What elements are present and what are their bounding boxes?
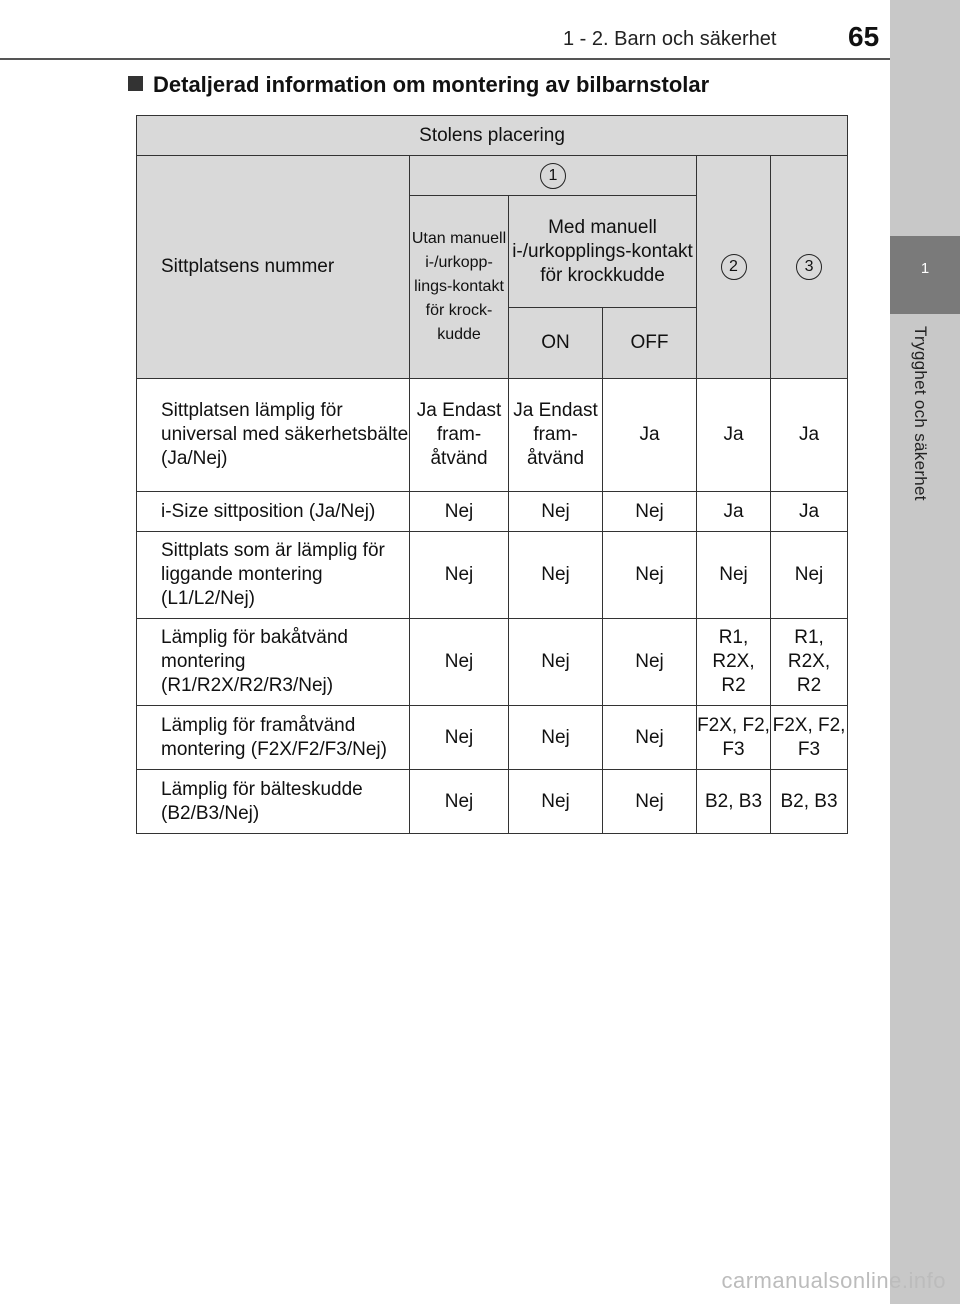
seat-3-badge: 3 (796, 254, 822, 280)
table-cell: Ja (697, 492, 771, 532)
section-heading (128, 72, 709, 98)
table-cell: B2, B3 (771, 770, 848, 834)
table-row (137, 706, 848, 770)
table-cell: Nej (410, 706, 509, 770)
watermark: carmanualsonline.info (721, 1268, 946, 1293)
table-cell: Nej (410, 619, 509, 706)
table-cell: Nej (603, 770, 697, 834)
side-strip (890, 0, 960, 1304)
table-cell: Nej (509, 532, 603, 619)
seat-3-header (771, 156, 848, 379)
table-cell: Ja (771, 492, 848, 532)
table-cell: Ja Endast fram-åtvänd (509, 379, 603, 492)
with-switch-header: Med manuell i-/urkopplings-kontakt för krockkudde (509, 196, 697, 308)
table-cell: B2, B3 (697, 770, 771, 834)
table-cell: Nej (771, 532, 848, 619)
table-row (137, 619, 848, 706)
table-cell: Nej (603, 619, 697, 706)
table-row (137, 492, 848, 532)
table-row (137, 770, 848, 834)
table-cell: Ja (697, 379, 771, 492)
on-header: ON (509, 308, 603, 379)
table-cell: R1, R2X, R2 (771, 619, 848, 706)
row-label: Lämplig för bakåtvänd montering (R1/R2X/R2/R3/Nej) (137, 619, 410, 706)
table-cell: Nej (603, 706, 697, 770)
section-heading-text: Detaljerad information om montering av bilbarnstolar (153, 72, 710, 97)
seat-1-header (410, 156, 697, 196)
table-cell: Ja Endast fram-åtvänd (410, 379, 509, 492)
row-label: i-Size sittposition (Ja/Nej) (137, 492, 410, 532)
table-cell: Nej (410, 492, 509, 532)
table-cell: Nej (410, 770, 509, 834)
table-cell: Nej (603, 532, 697, 619)
row-label: Sittplatsen lämplig för universal med säkerhetsbälte (Ja/Nej) (137, 379, 410, 492)
seat-2-badge: 2 (721, 254, 747, 280)
off-header: OFF (603, 308, 697, 379)
seat-2-header (697, 156, 771, 379)
car-seat-table (136, 115, 848, 834)
row-label: Lämplig för framåtvänd montering (F2X/F2/F3/Nej) (137, 706, 410, 770)
chapter-tab[interactable]: 1 (890, 236, 960, 314)
table-header-row (137, 156, 848, 196)
no-switch-header: Utan manuell i-/urkopp-lings-kontakt för krock-kudde (410, 196, 509, 379)
row-label: Sittplats som är lämplig för liggande montering (L1/L2/Nej) (137, 532, 410, 619)
table-cell: Nej (509, 492, 603, 532)
table-cell: Nej (509, 706, 603, 770)
table-cell: F2X, F2, F3 (771, 706, 848, 770)
table-cell: Ja (771, 379, 848, 492)
table-row (137, 379, 848, 492)
header-rule (0, 58, 890, 60)
table-cell: Nej (410, 532, 509, 619)
row-label: Lämplig för bälteskudde (B2/B3/Nej) (137, 770, 410, 834)
table-cell: Nej (509, 770, 603, 834)
table-cell: Nej (697, 532, 771, 619)
section-label: 1 - 2. Barn och säkerhet (563, 28, 777, 50)
table-header-row (137, 116, 848, 156)
page-number: 65 (848, 21, 880, 52)
table-row (137, 532, 848, 619)
table-cell: Nej (509, 619, 603, 706)
square-bullet-icon (128, 76, 143, 91)
table-cell: Ja (603, 379, 697, 492)
table-cell: Nej (603, 492, 697, 532)
table-cell: R1, R2X, R2 (697, 619, 771, 706)
side-chapter-title: Trygghet och säkerhet (911, 326, 930, 501)
seat-position-header: Stolens placering (137, 116, 848, 156)
seat-number-label: Sittplatsens nummer (137, 156, 410, 379)
seat-1-badge: 1 (540, 163, 566, 189)
table-cell: F2X, F2, F3 (697, 706, 771, 770)
